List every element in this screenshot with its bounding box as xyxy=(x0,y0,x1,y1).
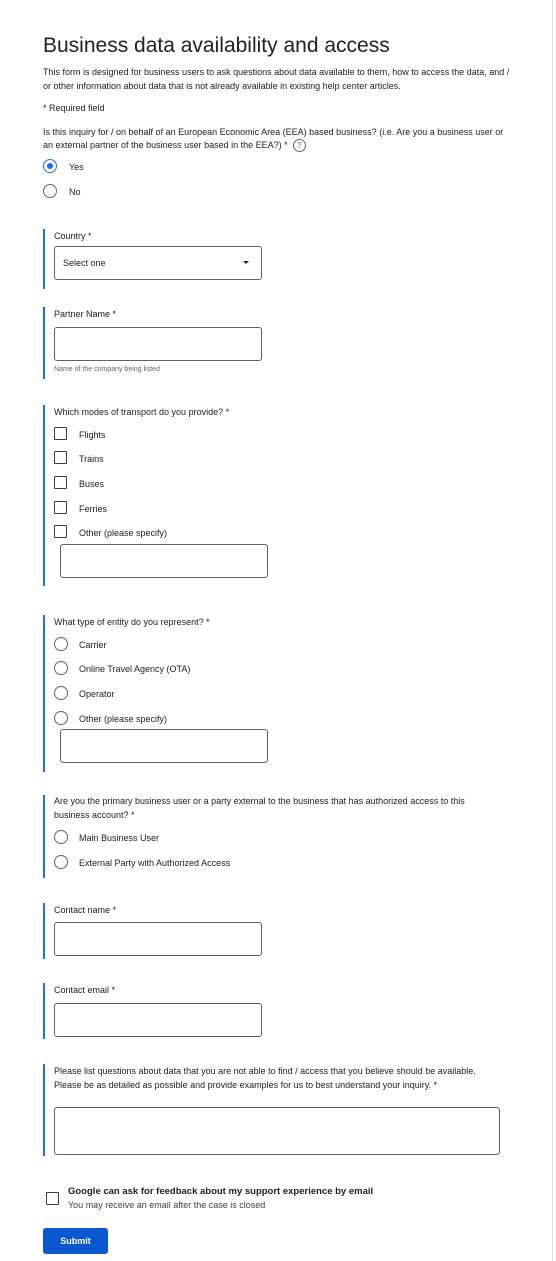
external-party-radio[interactable] xyxy=(54,855,68,869)
contact-email-section xyxy=(43,983,503,1039)
submit-button[interactable]: Submit xyxy=(43,1228,108,1254)
page-title: Business data availability and access xyxy=(43,34,390,57)
flights-checkbox[interactable] xyxy=(54,427,67,440)
entity-other-radio[interactable] xyxy=(54,711,68,725)
ferries-checkbox[interactable] xyxy=(54,501,67,514)
carrier-radio[interactable] xyxy=(54,637,68,651)
trains-label: Trains xyxy=(79,454,104,464)
main-business-user-radio[interactable] xyxy=(54,830,68,844)
eea-no-radio[interactable] xyxy=(43,184,57,198)
buses-label: Buses xyxy=(79,479,105,489)
contact-email-label: Contact email * xyxy=(54,985,116,995)
feedback-title: Google can ask for feedback about my support experience by email xyxy=(68,1186,374,1197)
entity-other-label: Other (please specify) xyxy=(79,714,168,724)
eea-no-label: No xyxy=(69,187,81,197)
transport-other-label: Other (please specify) xyxy=(79,528,168,538)
questions-textarea[interactable] xyxy=(54,1107,500,1155)
operator-radio[interactable] xyxy=(54,686,68,700)
ota-label: Online Travel Agency (OTA) xyxy=(79,664,191,674)
flights-label: Flights xyxy=(79,430,106,440)
entity-label: What type of entity do you represent? * xyxy=(54,617,210,627)
ota-radio[interactable] xyxy=(54,661,68,675)
questions-label: Please list questions about data that you are not able to find / access that you believe should be available. Please be as detailed as possible and provide examples for us to best understand your inquiry. * xyxy=(54,1066,476,1090)
country-label: Country * xyxy=(54,231,92,241)
transport-label: Which modes of transport do you provide? * xyxy=(54,407,230,417)
required-field-note: * Required field xyxy=(43,103,105,113)
country-select[interactable] xyxy=(54,246,262,280)
carrier-label: Carrier xyxy=(79,640,107,650)
contact-email-input[interactable] xyxy=(54,1003,262,1037)
transport-section xyxy=(43,405,503,586)
eea-yes-label: Yes xyxy=(69,162,84,172)
business-user-section xyxy=(43,795,503,878)
trains-checkbox[interactable] xyxy=(54,451,67,464)
external-party-label: External Party with Authorized Access xyxy=(79,858,231,868)
buses-checkbox[interactable] xyxy=(54,476,67,489)
questions-section xyxy=(43,1064,503,1156)
entity-section xyxy=(43,615,503,772)
transport-other-input[interactable] xyxy=(60,544,268,578)
partner-name-label: Partner Name * xyxy=(54,309,117,319)
eea-question-text: Is this inquiry for / on behalf of an European Economic Area (EEA) based business? (i.e. Are you a business user or an external partner of the business user based in the EEA?) * xyxy=(43,127,504,150)
transport-other-checkbox[interactable] xyxy=(54,525,67,538)
partner-section xyxy=(43,307,503,379)
contact-name-label: Contact name * xyxy=(54,905,117,915)
feedback-subtitle: You may receive an email after the case is closed xyxy=(68,1200,266,1210)
contact-name-input[interactable] xyxy=(54,922,262,956)
form-intro: This form is designed for business users to ask questions about data available to them, how to access the data, and / or other information about data that is not already available in existing help center articles. xyxy=(43,67,510,91)
operator-label: Operator xyxy=(79,689,115,699)
partner-name-input[interactable] xyxy=(54,327,262,361)
contact-name-section xyxy=(43,903,503,959)
eea-question xyxy=(43,126,513,152)
country-select-value: Select one xyxy=(63,258,106,268)
caret-down-icon xyxy=(243,261,249,264)
feedback-checkbox[interactable] xyxy=(46,1192,59,1205)
partner-name-hint: Name of the company being listed xyxy=(54,366,160,373)
main-business-user-label: Main Business User xyxy=(79,833,160,843)
country-section xyxy=(43,229,503,289)
eea-yes-radio[interactable] xyxy=(43,159,57,173)
business-user-label: Are you the primary business user or a party external to the business that has authorized access to this business account? * xyxy=(54,796,465,820)
ferries-label: Ferries xyxy=(79,504,108,514)
entity-other-input[interactable] xyxy=(60,729,268,763)
help-icon[interactable]: ? xyxy=(293,139,306,152)
